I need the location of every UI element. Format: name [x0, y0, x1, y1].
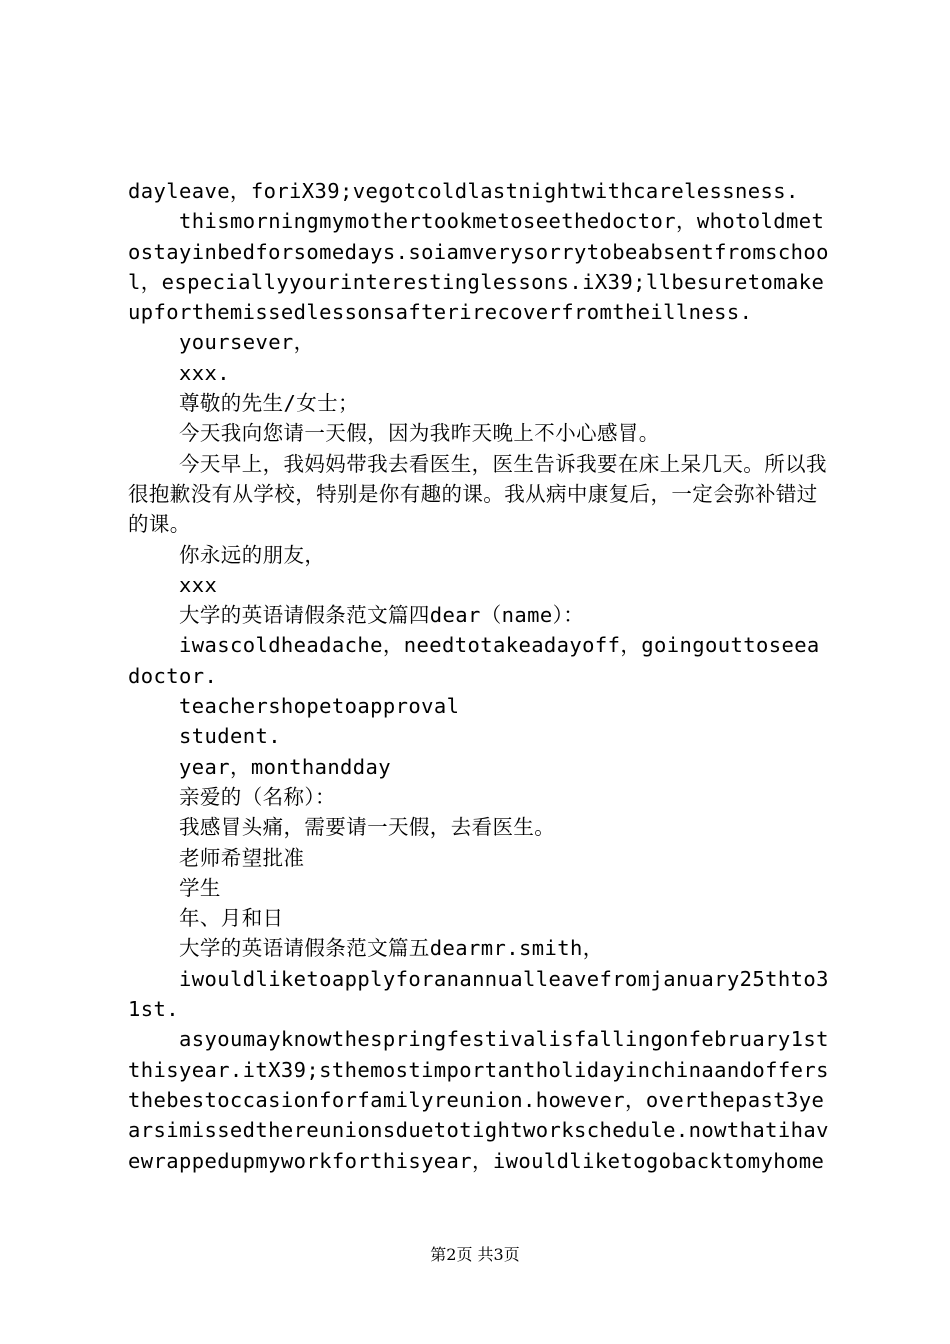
section-heading: 大学的英语请假条范文篇五dearmr.smith， [179, 936, 604, 961]
paragraph: 今天我向您请一天假，因为我昨天晚上不小心感冒。 [179, 421, 660, 446]
salutation-line: 亲爱的（名称）： [179, 784, 336, 809]
signature-line: 学生 [179, 875, 221, 900]
paragraph: iwouldliketoapplyforanannualleavefromjanuary25thto31st. [128, 966, 829, 1022]
paragraph: asyoumayknowthespringfestivalisfallingonfebruary1stthisyear.itX39;sthemostimportantholidayinchinaandoffersthebestoccasionforfamilyreunion.however，overthepast3yearsimissedthereunionsduetotightworkschedule.nowthatihavewrappedupmyworkforthisyear，iwouldliketogobacktomyhome [128, 1027, 829, 1173]
paragraph: 我感冒头痛，需要请一天假，去看医生。 [179, 815, 556, 840]
closing-line: 你永远的朋友， [179, 542, 326, 567]
paragraph: 今天早上，我妈妈带我去看医生，医生告诉我要在床上呆几天。所以我很抱歉没有从学校，特别是你有趣的课。我从病中康复后，一定会弥补错过的课。 [128, 451, 827, 537]
signature-line: xxx [179, 572, 218, 597]
date-line: 年、月和日 [179, 906, 284, 931]
page-number-footer: 第2页 共3页 [430, 1245, 520, 1264]
closing-line: yoursever， [179, 330, 315, 355]
date-line: year，monthandday [179, 754, 392, 779]
paragraph: 老师希望批准 [179, 845, 305, 870]
document-body [128, 176, 832, 1176]
section-heading: 大学的英语请假条范文篇四dear（name）： [179, 603, 585, 628]
signature-line: xxx. [179, 360, 230, 385]
paragraph: thismorningmymothertookmetoseethedoctor，whotoldmetostayinbedforsomedays.soiamverysorrytobeabsentfromschool，especiallyyourinterestinglessons.iX39;llbesuretomakeupforthemissedlessonsafterirecoverfromtheillness. [128, 209, 829, 325]
salutation-line: 尊敬的先生/女士； [179, 391, 359, 416]
signature-line: student. [179, 724, 281, 749]
paragraph: iwascoldheadache，needtotakeadayoff，goingouttoseeadoctor. [128, 633, 820, 688]
paragraph: teachershopetoapproval [179, 694, 460, 719]
paragraph: dayleave，foriX39;vegotcoldlastnightwithcarelessness. [128, 179, 799, 203]
